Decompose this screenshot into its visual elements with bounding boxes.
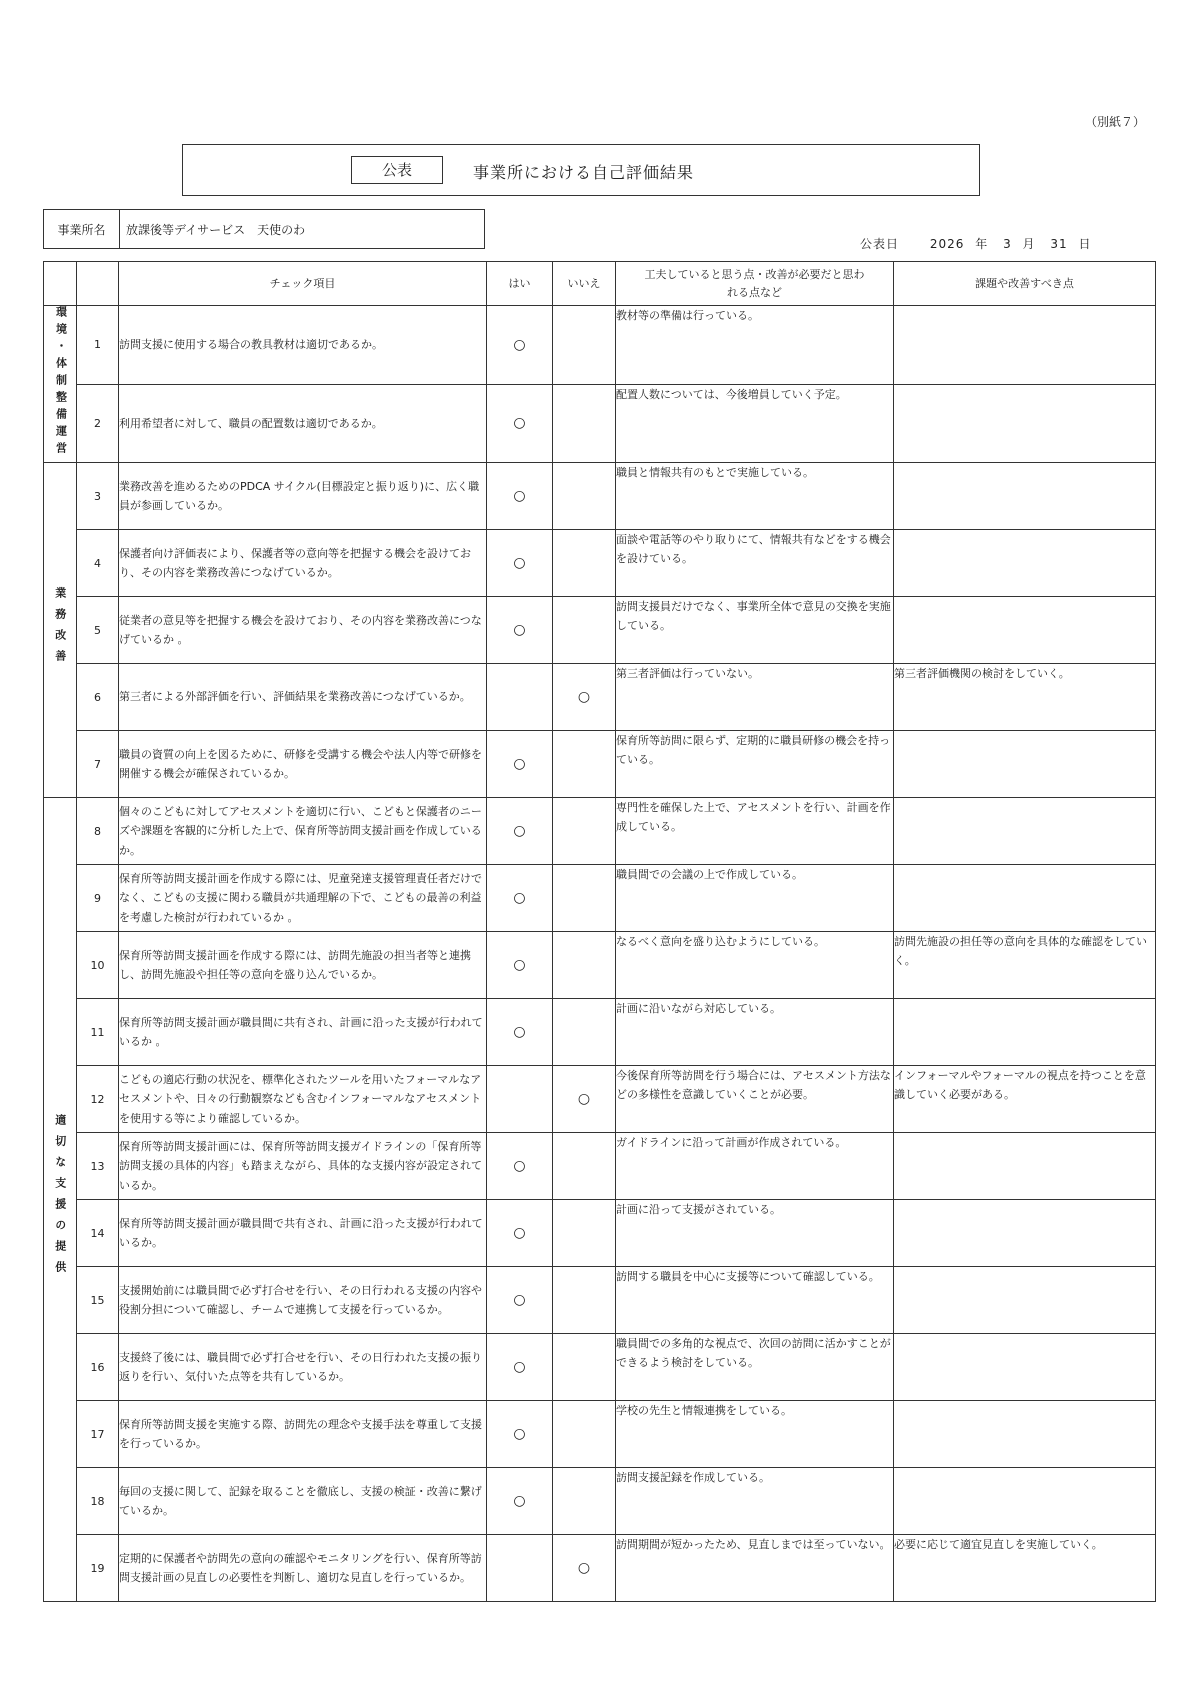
header-check-item: チェック項目 [119,262,487,306]
no-mark [553,865,616,932]
effort-note: 訪問支援記録を作成している。 [616,1468,894,1535]
self-evaluation-table [43,261,1156,1602]
public-label: 公表 [351,156,443,184]
category-label: 業務改善 [53,586,67,671]
table-row [44,597,1156,664]
check-item-text: 保育所等訪問支援計画には、保育所等訪問支援ガイドラインの「保育所等訪問支援の具体的内容」も踏まえながら、具体的な支援内容が設定されているか。 [119,1133,487,1200]
effort-note: 職員と情報共有のもとで実施している。 [616,463,894,530]
table-row [44,384,1156,463]
table-header-row [44,262,1156,306]
annex-label: （別紙７） [1085,115,1146,129]
effort-note: 職員間での会議の上で作成している。 [616,865,894,932]
no-mark: ○ [553,1066,616,1133]
issue-note [894,306,1156,385]
table-row [44,932,1156,999]
effort-note: 今後保育所等訪問を行う場合には、アセスメント方法などの多様性を意識していくことが必要。 [616,1066,894,1133]
no-mark: ○ [553,664,616,731]
table-row [44,463,1156,530]
issue-note [894,865,1156,932]
row-number: 15 [77,1267,119,1334]
row-number: 3 [77,463,119,530]
effort-note: 訪問期間が短かったため、見直しまでは至っていない。 [616,1535,894,1602]
header-no: いいえ [553,262,616,306]
effort-note: 教材等の準備は行っている。 [616,306,894,385]
check-item-text: 保育所等訪問支援計画が職員間で共有され、計画に沿った支援が行われているか。 [119,1200,487,1267]
yes-mark [487,1535,553,1602]
row-number: 8 [77,798,119,865]
no-mark: ○ [553,1535,616,1602]
effort-note: 学校の先生と情報連携をしている。 [616,1401,894,1468]
table-row [44,1468,1156,1535]
yes-mark [487,664,553,731]
effort-note: なるべく意向を盛り込むようにしている。 [616,932,894,999]
table-row [44,1133,1156,1200]
yes-mark: ○ [487,1200,553,1267]
issue-note: 第三者評価機関の検討をしていく。 [894,664,1156,731]
yes-mark: ○ [487,463,553,530]
issue-note: インフォーマルやフォーマルの視点を持つことを意識していく必要がある。 [894,1066,1156,1133]
row-number: 7 [77,731,119,798]
check-item-text: 業務改善を進めるためのPDCA サイクル(目標設定と振り返り)に、広く職員が参画しているか。 [119,463,487,530]
issue-note [894,1267,1156,1334]
yes-mark: ○ [487,384,553,463]
publish-day-unit: 日 [1078,237,1092,251]
issue-note [894,1200,1156,1267]
header-number [77,262,119,306]
row-number: 18 [77,1468,119,1535]
row-number: 11 [77,999,119,1066]
check-item-text: 第三者による外部評価を行い、評価結果を業務改善につなげているか。 [119,664,487,731]
header-effort: 工夫していると思う点・改善が必要だと思われる点など [616,262,894,306]
yes-mark: ○ [487,1267,553,1334]
no-mark [553,1468,616,1535]
no-mark [553,731,616,798]
yes-mark: ○ [487,932,553,999]
issue-note [894,798,1156,865]
row-number: 6 [77,664,119,731]
check-item-text: 毎回の支援に関して、記録を取ることを徹底し、支援の検証・改善に繋げているか。 [119,1468,487,1535]
issue-note [894,530,1156,597]
no-mark [553,384,616,463]
yes-mark: ○ [487,306,553,385]
publish-month-unit: 月 [1022,237,1036,251]
yes-mark: ○ [487,1334,553,1401]
effort-note: 専門性を確保した上で、アセスメントを行い、計画を作成している。 [616,798,894,865]
table-row [44,306,1156,385]
table-row [44,1401,1156,1468]
no-mark [553,306,616,385]
effort-note: 面談や電話等のやり取りにて、情報共有などをする機会を設けている。 [616,530,894,597]
no-mark [553,798,616,865]
row-number: 13 [77,1133,119,1200]
effort-note: 訪問支援員だけでなく、事業所全体で意見の交換を実施している。 [616,597,894,664]
yes-mark: ○ [487,865,553,932]
no-mark [553,1267,616,1334]
yes-mark: ○ [487,999,553,1066]
no-mark [553,932,616,999]
table-row [44,530,1156,597]
row-number: 2 [77,384,119,463]
no-mark [553,1200,616,1267]
row-number: 17 [77,1401,119,1468]
category-label: 環境・体制整備運営 [54,306,68,459]
table-row [44,798,1156,865]
effort-note: 職員間での多角的な視点で、次回の訪問に活かすことができるよう検討をしている。 [616,1334,894,1401]
no-mark [553,530,616,597]
row-number: 19 [77,1535,119,1602]
check-item-text: 職員の資質の向上を図るために、研修を受講する機会や法人内等で研修を開催する機会が確保されているか。 [119,731,487,798]
check-item-text: こどもの適応行動の状況を、標準化されたツールを用いたフォーマルなアセスメントや、日々の行動観察なども含むインフォーマルなアセスメントを使用する等により確認しているか。 [119,1066,487,1133]
check-item-text: 定期的に保護者や訪問先の意向の確認やモニタリングを行い、保育所等訪問支援計画の見直しの必要性を判断し、適切な見直しを行っているか。 [119,1535,487,1602]
category-label: 適切な支援の提供 [53,1114,67,1282]
issue-note [894,1334,1156,1401]
issue-note [894,384,1156,463]
table-row [44,999,1156,1066]
row-number: 1 [77,306,119,385]
row-number: 10 [77,932,119,999]
yes-mark: ○ [487,1401,553,1468]
category-cell [44,463,77,798]
office-name-box [43,209,485,249]
row-number: 12 [77,1066,119,1133]
header-category [44,262,77,306]
effort-note: ガイドラインに沿って計画が作成されている。 [616,1133,894,1200]
yes-mark: ○ [487,530,553,597]
category-cell [44,798,77,1602]
table-row [44,1066,1156,1133]
category-cell [44,306,77,463]
issue-note [894,1468,1156,1535]
check-item-text: 保護者向け評価表により、保護者等の意向等を把握する機会を設けており、その内容を業務改善につなげているか。 [119,530,487,597]
yes-mark: ○ [487,1133,553,1200]
yes-mark [487,1066,553,1133]
check-item-text: 保育所等訪問支援計画を作成する際には、児童発達支援管理責任者だけでなく、こどもの支援に関わる職員が共通理解の下で、こどもの最善の利益を考慮した検討が行われているか 。 [119,865,487,932]
no-mark [553,1133,616,1200]
no-mark [553,1401,616,1468]
publish-day: 31 [1050,237,1068,251]
publish-date [860,235,1098,252]
yes-mark: ○ [487,731,553,798]
issue-note [894,731,1156,798]
office-name: 放課後等デイサービス 天使のわ [126,222,306,237]
yes-mark: ○ [487,798,553,865]
document-title: 事業所における自己評価結果 [473,163,695,182]
issue-note: 必要に応じて適宜見直しを実施していく。 [894,1535,1156,1602]
effort-note: 第三者評価は行っていない。 [616,664,894,731]
issue-note: 訪問先施設の担任等の意向を具体的な確認をしていく。 [894,932,1156,999]
check-item-text: 従業者の意見等を把握する機会を設けており、その内容を業務改善につなげているか 。 [119,597,487,664]
no-mark [553,597,616,664]
issue-note [894,1401,1156,1468]
table-row [44,1535,1156,1602]
issue-note [894,1133,1156,1200]
row-number: 4 [77,530,119,597]
no-mark [553,1334,616,1401]
table-row [44,1267,1156,1334]
office-label: 事業所名 [44,210,120,248]
no-mark [553,463,616,530]
table-row [44,1200,1156,1267]
check-item-text: 保育所等訪問支援を実施する際、訪問先の理念や支援手法を尊重して支援を行っているか。 [119,1401,487,1468]
issue-note [894,463,1156,530]
check-item-text: 保育所等訪問支援計画を作成する際には、訪問先施設の担当者等と連携し、訪問先施設や担任等の意向を盛り込んでいるか。 [119,932,487,999]
issue-note [894,999,1156,1066]
effort-note: 配置人数については、今後増員していく予定。 [616,384,894,463]
title-frame [182,144,980,196]
publish-month: 3 [1003,237,1012,251]
effort-note: 計画に沿って支援がされている。 [616,1200,894,1267]
check-item-text: 訪問支援に使用する場合の教具教材は適切であるか。 [119,306,487,385]
header-issue: 課題や改善すべき点 [894,262,1156,306]
check-item-text: 支援終了後には、職員間で必ず打合せを行い、その日行われた支援の振り返りを行い、気付いた点等を共有しているか。 [119,1334,487,1401]
issue-note [894,597,1156,664]
row-number: 14 [77,1200,119,1267]
check-item-text: 個々のこどもに対してアセスメントを適切に行い、こどもと保護者のニーズや課題を客観的に分析した上で、保育所等訪問支援計画を作成しているか。 [119,798,487,865]
check-item-text: 支援開始前には職員間で必ず打合せを行い、その日行われる支援の内容や役割分担について確認し、チームで連携して支援を行っているか。 [119,1267,487,1334]
publish-year-unit: 年 [975,237,989,251]
check-item-text: 保育所等訪問支援計画が職員間に共有され、計画に沿った支援が行われているか 。 [119,999,487,1066]
table-row [44,731,1156,798]
publish-year: 2026 [929,237,965,251]
header-yes: はい [487,262,553,306]
effort-note: 計画に沿いながら対応している。 [616,999,894,1066]
no-mark [553,999,616,1066]
yes-mark: ○ [487,597,553,664]
effort-note: 訪問する職員を中心に支援等について確認している。 [616,1267,894,1334]
table-row [44,1334,1156,1401]
row-number: 5 [77,597,119,664]
check-item-text: 利用希望者に対して、職員の配置数は適切であるか。 [119,384,487,463]
yes-mark: ○ [487,1468,553,1535]
row-number: 9 [77,865,119,932]
effort-note: 保育所等訪問に限らず、定期的に職員研修の機会を持っている。 [616,731,894,798]
table-row [44,865,1156,932]
table-row [44,664,1156,731]
publish-date-label: 公表日 [860,237,900,251]
row-number: 16 [77,1334,119,1401]
